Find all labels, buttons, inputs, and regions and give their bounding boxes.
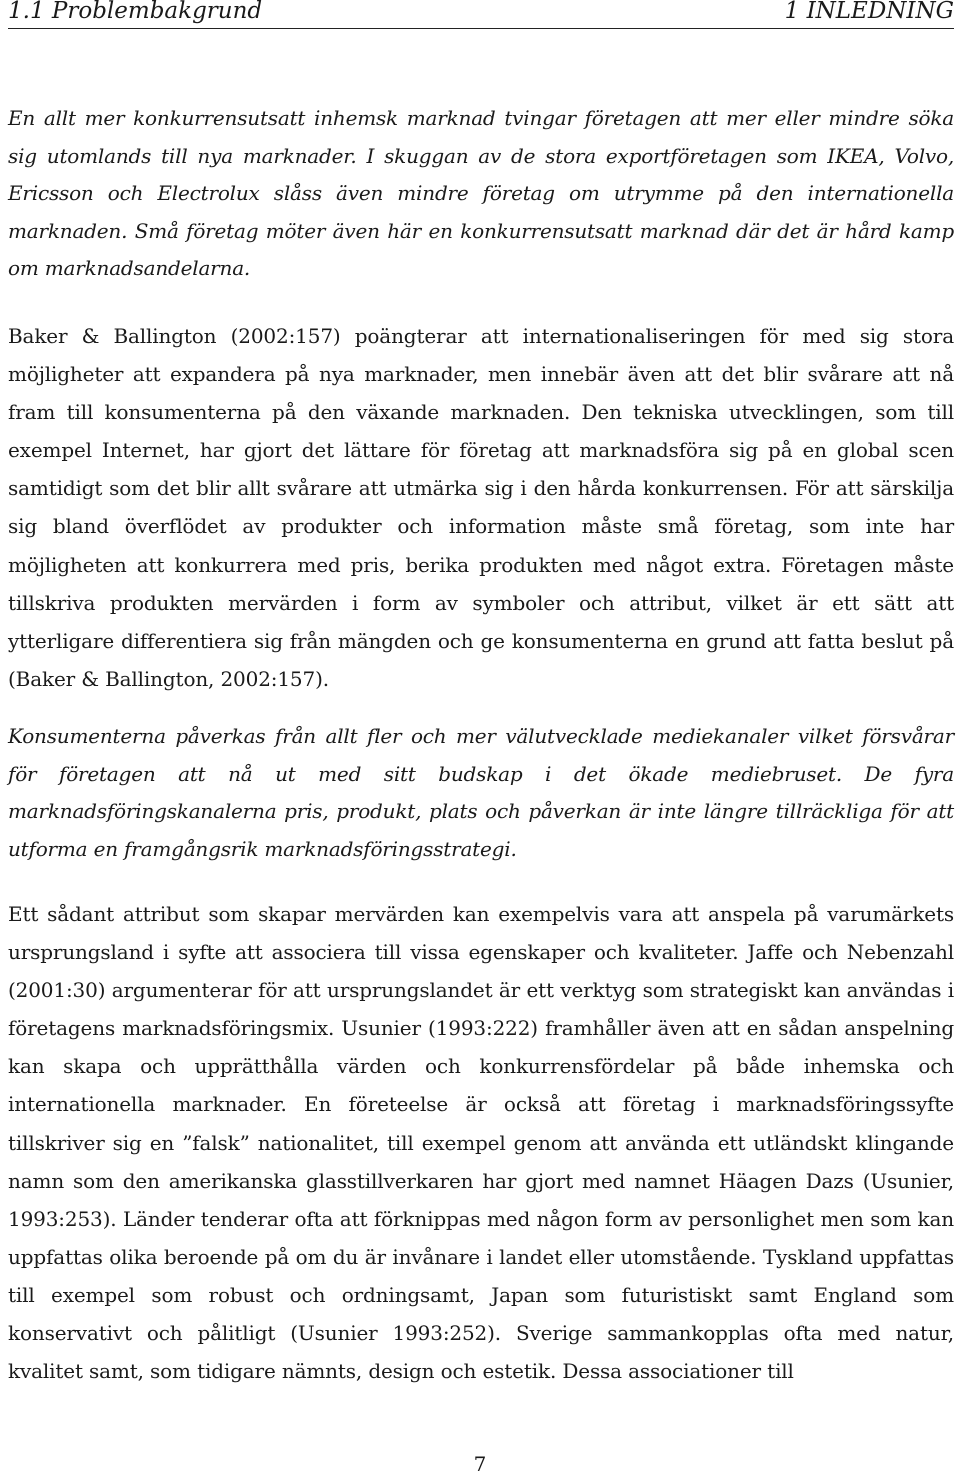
section-heading: 1.1 Problembakgrund: [8, 0, 263, 24]
paragraph-country-of-origin: Ett sådant attribut som skapar mervärden kan exempelvis vara att anspela på varumärkets ursprungsland i syfte att associera till vissa egenskaper och kvaliteter. Jaffe och Nebenzahl (2001:30) argumenterar för att ursprungslandet är ett verktyg som strategiskt kan användas i företagens marknadsföringsmix. Usunier (1993:222) framhåller även att en sådan anspelning kan skapa och upprätthålla värden och konkurrensfördelar på både inhemska och internationella marknader. En företeelse är också att företag i marknadsföringssyfte tillskriver sig en ”falsk” nationalitet, till exempel genom att använda ett utländskt klingande namn som den amerikanska glasstillverkaren har gjort med namnet Häagen Dazs (Usunier, 1993:253). Länder tenderar ofta att förknippas med någon form av personlighet men som kan uppfattas olika beroende på om du är invånare i landet eller utomstående. Tyskland uppfattas till exempel som robust och ordningsamt, Japan som futuristiskt samt England som konservativt och pålitligt (Usunier 1993:252). Sverige sammankopplas ofta med natur, kvalitet samt, som tidigare nämnts, design och estetik. Dessa associationer till: [8, 902, 954, 1384]
page-number: 7: [473, 1452, 487, 1476]
paragraph-intro: En allt mer konkurrensutsatt inhemsk marknad tvingar företagen att mer eller mindre söka sig utomlands till nya marknader. I skuggan av de stora exportföretagen som IKEA, Volvo, Ericsson och Electrolux slåss även mindre företag om utrymme på den internationella marknaden. Små företag möter även här en konkurrensutsatt marknad där det är hård kamp om marknadsandelarna.: [8, 106, 954, 280]
running-header: [8, 0, 954, 29]
chapter-heading: 1 INLEDNING: [784, 0, 954, 24]
paragraph-baker-ballington: Baker & Ballington (2002:157) poängterar att internationaliseringen för med sig stora möjligheter att expandera på nya marknader, men innebär även att det blir svårare att nå fram till konsumenterna på den växande marknaden. Den tekniska utvecklingen, som till exempel Internet, har gjort det lättare för företag att marknadsföra sig på en global scen samtidigt som det blir allt svårare att utmärka sig i den hårda konkurrensen. För att särskilja sig bland överflödet av produkter och information måste små företag, som inte har möjligheten att konkurrera med pris, berika produkten med något extra. Företagen måste tillskriva produkten mervärden i form av symboler och attribut, vilket är ett sätt att ytterligare differentiera sig från mängden och ge konsumenterna en grund att fatta beslut på (Baker & Ballington, 2002:157).: [8, 324, 954, 691]
paragraph-media-channels: Konsumenterna påverkas från allt fler och mer välutvecklade mediekanaler vilket försvårar för företagen att nå ut med sitt budskap i det ökade mediebruset. De fyra marknadsföringskanalerna pris, produkt, plats och påverkan är inte längre tillräckliga för att utforma en framgångsrik marknadsföringsstrategi.: [8, 724, 954, 861]
